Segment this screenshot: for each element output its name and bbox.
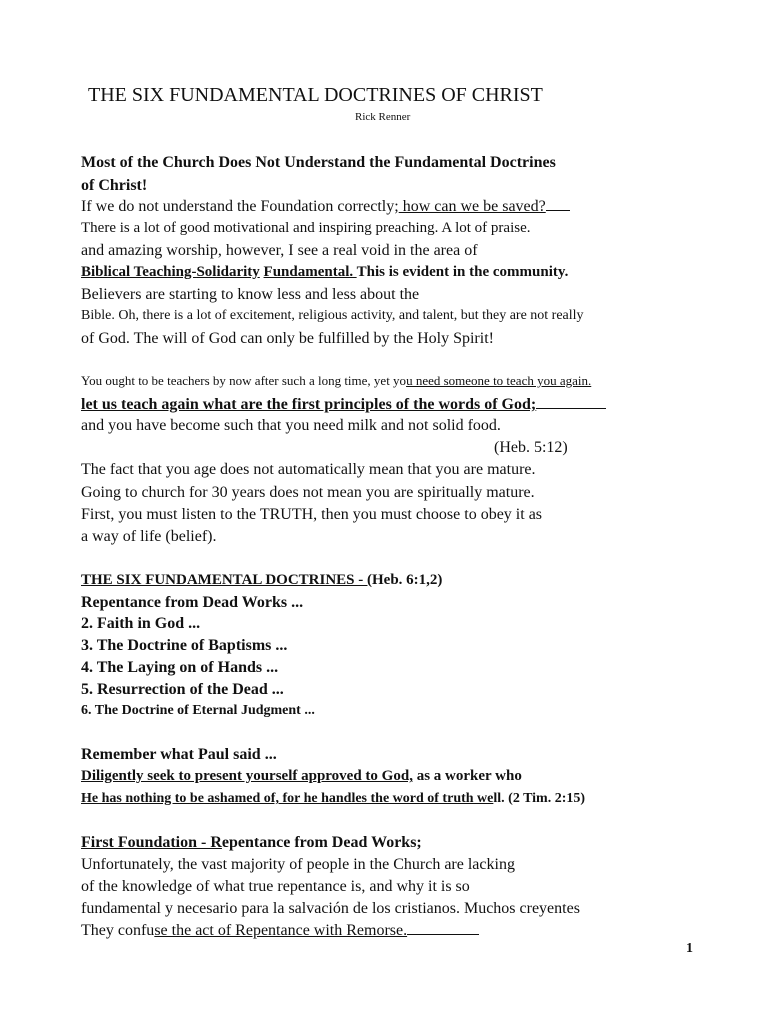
underlined-text: let us teach again what are the first principles of the words of God;: [81, 396, 537, 413]
section-heading: [81, 834, 422, 852]
paragraph-line: Believers are starting to know less and less about the: [81, 286, 420, 303]
underlined-term: Biblical Teaching-: [81, 264, 197, 280]
list-item: 2. Faith in God ...: [81, 615, 201, 632]
text-span: If we do not understand the Foundation correctly;: [81, 198, 399, 215]
scripture-line: [81, 791, 585, 807]
text-span: epentance from Dead Works;: [221, 834, 422, 851]
underlined-heading: THE SIX FUNDAMENTAL DOCTRINES - (: [81, 572, 373, 588]
paragraph-line: First, you must listen to the TRUTH, then you must choose to obey it as: [81, 506, 543, 523]
blank-underline: [546, 198, 570, 211]
underlined-question: how can we be saved?: [398, 198, 546, 215]
paragraph-line: There is a lot of good motivational and inspiring preaching. A lot of praise.: [81, 220, 531, 236]
list-item: 3. The Doctrine of Baptisms ...: [81, 637, 288, 654]
blank-underline: [407, 922, 479, 935]
paragraph-line: Remember what Paul said ...: [81, 746, 277, 763]
paragraph-line: [81, 198, 570, 216]
scripture-reference: (Heb. 5:12): [494, 439, 568, 456]
heading-intro-cont: of Christ!: [81, 177, 148, 194]
paragraph-line: The fact that you age does not automatically mean that you are mature.: [81, 461, 536, 478]
list-item: 6. The Doctrine of Eternal Judgment ...: [81, 703, 315, 718]
underlined-text: se the act of Repentance with Remorse.: [154, 922, 408, 939]
quote-line: [81, 374, 591, 389]
heading-intro: Most of the Church Does Not Understand the Fundamental Doctrines: [81, 154, 556, 171]
document-title: THE SIX FUNDAMENTAL DOCTRINES OF CHRIST: [88, 84, 543, 106]
quote-line: and you have become such that you need milk and not solid food.: [81, 417, 501, 434]
underlined-term: Fundamental.: [263, 264, 357, 280]
underlined-heading: First Foundation - R: [81, 834, 222, 851]
paragraph-line: Going to church for 30 years does not mean you are spiritually mature.: [81, 484, 535, 501]
underlined-text: He has nothing to be ashamed of, for he handles the word of truth we: [81, 791, 494, 806]
scripture-line: [81, 768, 522, 785]
paragraph-line: Bible. Oh, there is a lot of excitement, religious activity, and talent, but they are not really: [81, 308, 584, 323]
author-name: Rick Renner: [355, 111, 411, 123]
paragraph-line: Unfortunately, the vast majority of people in the Church are lacking: [81, 856, 515, 873]
list-item: 5. Resurrection of the Dead ...: [81, 681, 284, 698]
page-number: 1: [686, 941, 693, 956]
paragraph-line: [81, 922, 479, 940]
paragraph-line: of God. The will of God can only be fulfilled by the Holy Spirit!: [81, 330, 494, 347]
paragraph-line: a way of life (belief).: [81, 528, 217, 545]
underlined-term: Solidarity: [196, 264, 260, 280]
underlined-text: u need someone to teach you again.: [406, 373, 592, 388]
list-item: Repentance from Dead Works ...: [81, 594, 304, 611]
section-heading: [81, 572, 442, 589]
paragraph-line: and amazing worship, however, I see a real void in the area of: [81, 242, 478, 259]
text-span: ll. (2 Tim. 2:15): [493, 791, 586, 806]
list-item: 4. The Laying on of Hands ...: [81, 659, 279, 676]
text-span: They confu: [81, 922, 155, 939]
paragraph-line: fundamental y necesario para la salvación de los cristianos. Muchos creyentes: [81, 900, 580, 917]
blank-underline: [536, 396, 606, 409]
paragraph-line: of the knowledge of what true repentance is, and why it is so: [81, 878, 470, 895]
text-span: This is evident in the community.: [356, 264, 569, 280]
text-span: You ought to be teachers by now after such a long time, yet yo: [81, 373, 407, 388]
quote-line: [81, 396, 606, 414]
text-span: as a worker who: [412, 768, 522, 784]
underlined-text: Diligently seek to present yourself approved to God,: [81, 768, 413, 784]
paragraph-line: [81, 264, 568, 281]
text-span: Heb. 6:1,2): [372, 572, 443, 588]
